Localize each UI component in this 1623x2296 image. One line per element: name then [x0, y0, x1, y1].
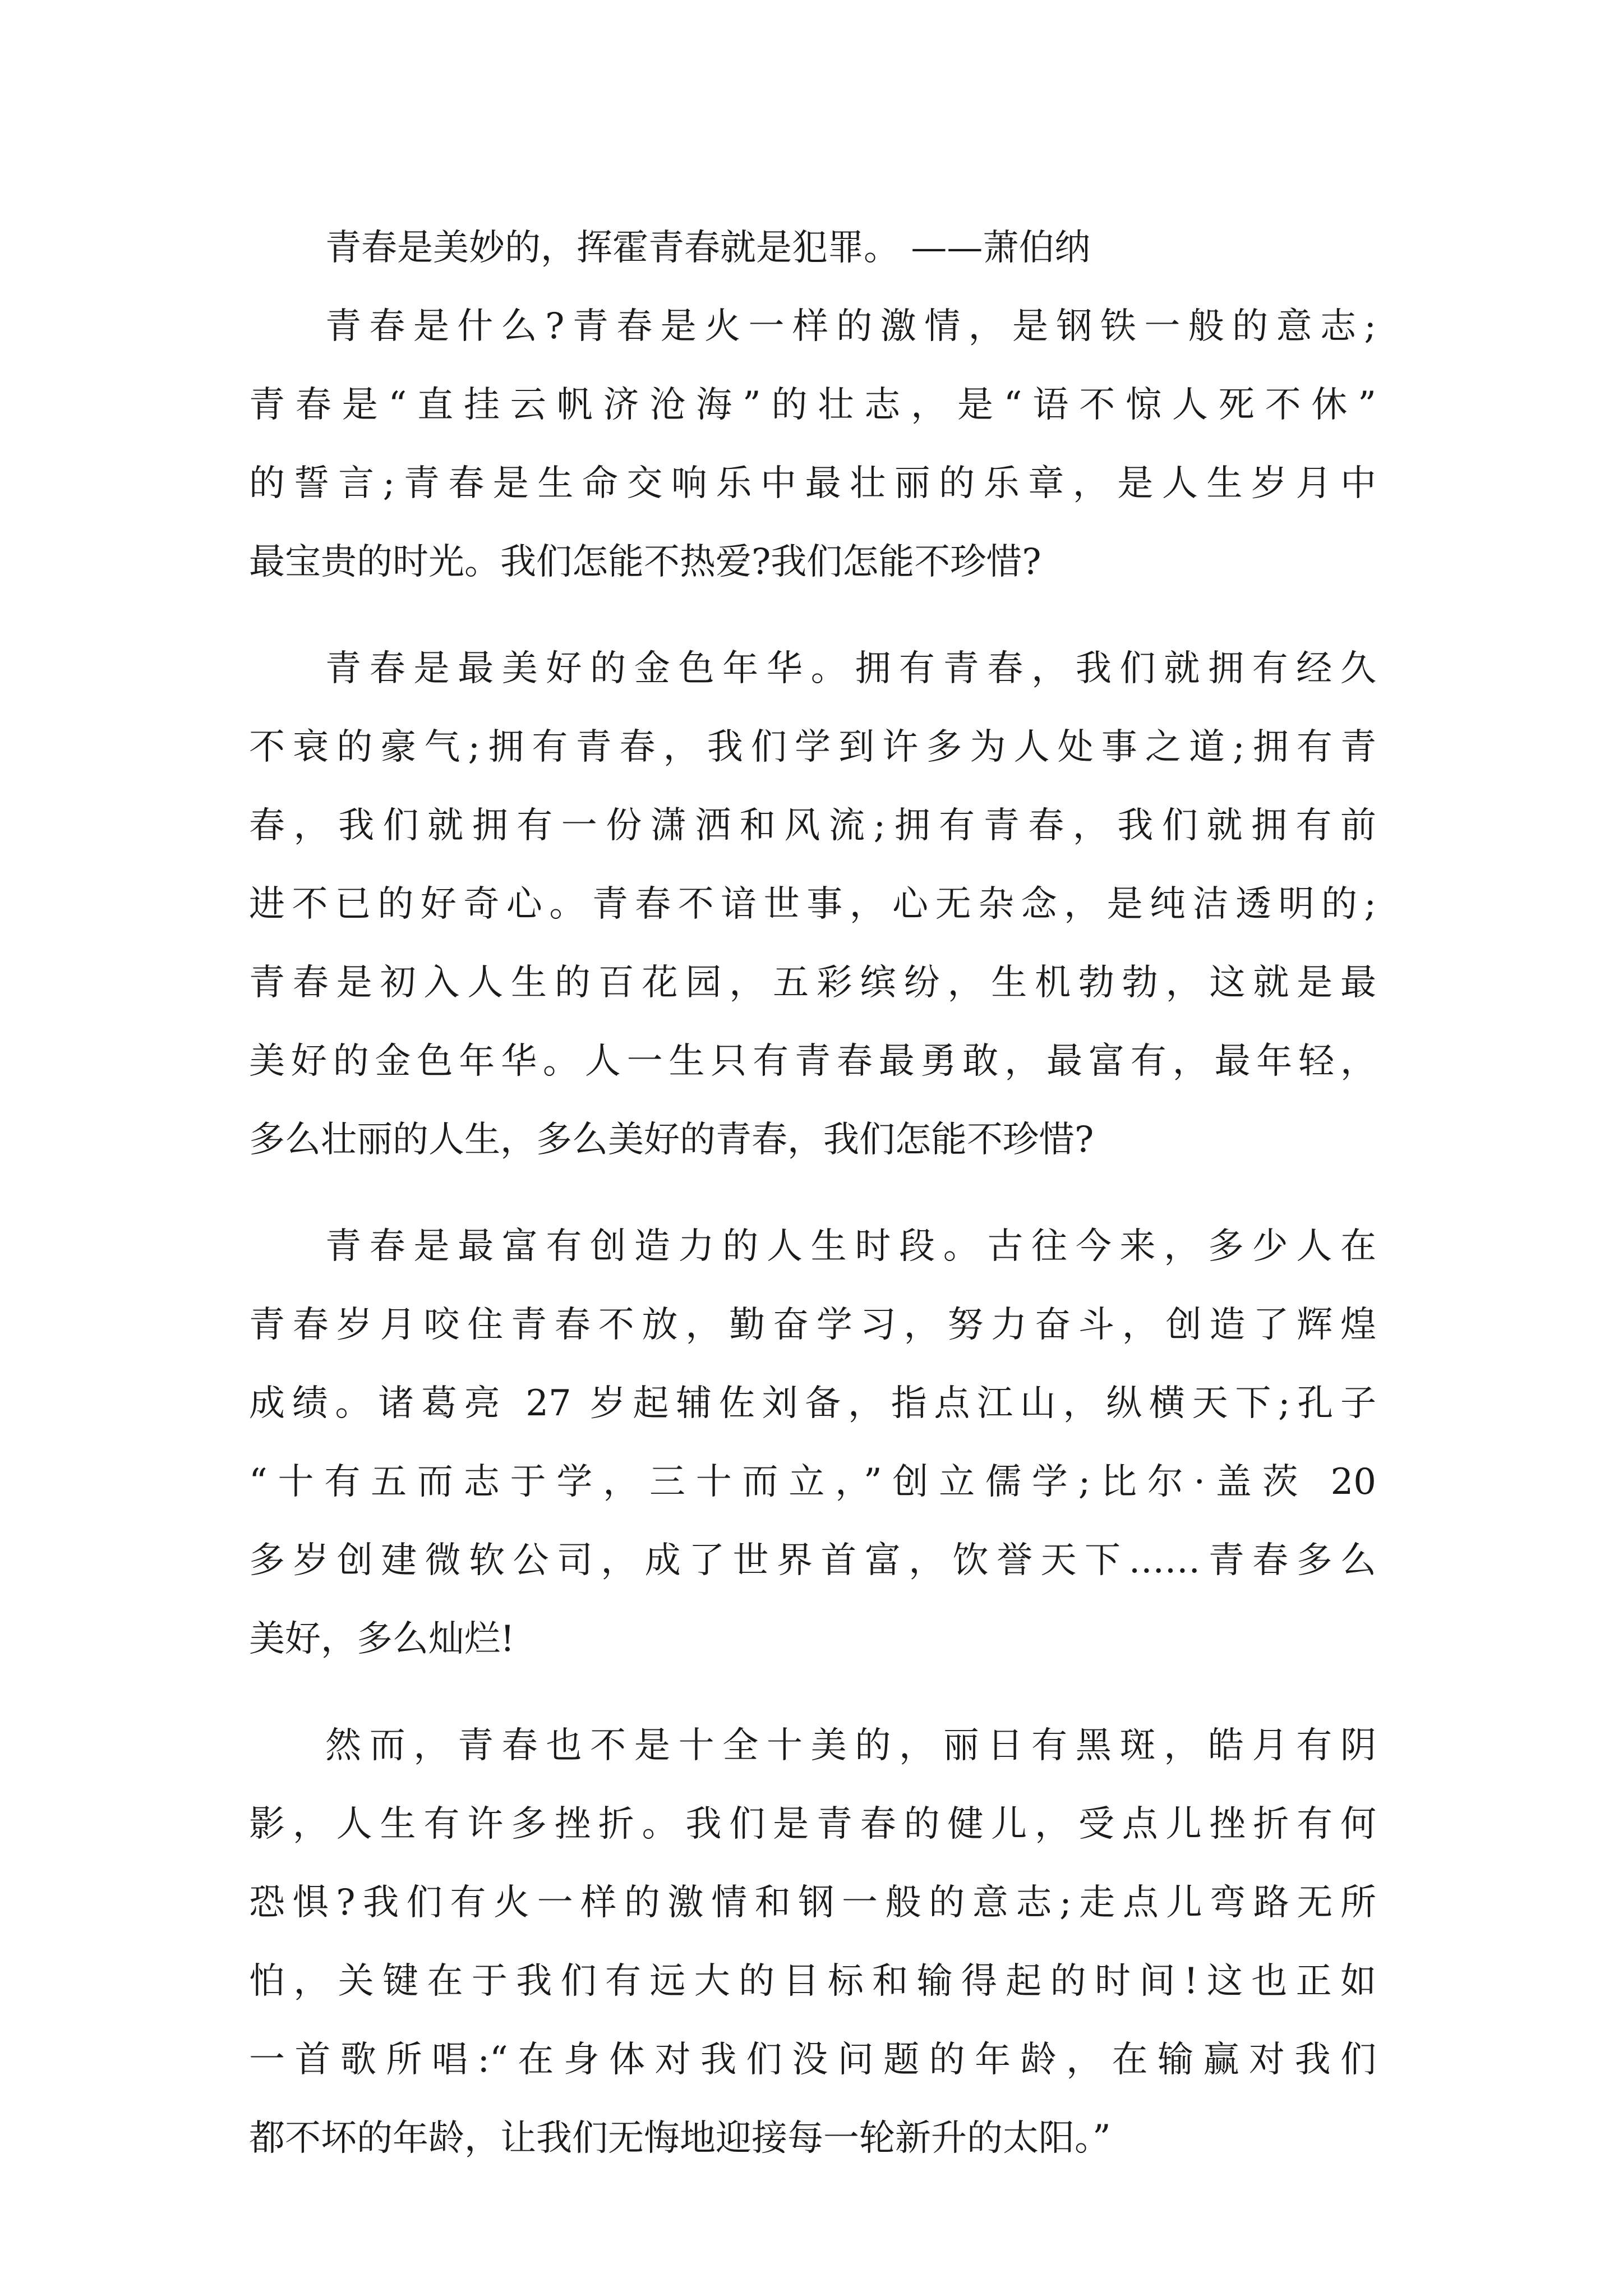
paragraph-line: 美好的金色年华。人一生只有青春最勇敢，最富有，最年轻， [249, 1041, 1376, 1082]
paragraph-line: 春，我们就拥有一份潇洒和风流;拥有青春，我们就拥有前 [249, 805, 1376, 846]
document-body [249, 209, 1376, 2178]
paragraph-3 [249, 1207, 1376, 1678]
paragraph-2 [249, 629, 1376, 1179]
paragraph-line: 成绩。诸葛亮 27 岁起辅佐刘备，指点江山，纵横天下;孔子 [249, 1383, 1376, 1424]
paragraph-spacer [249, 1678, 1376, 1706]
paragraph-1 [249, 287, 1376, 601]
paragraph-spacer [249, 601, 1376, 629]
paragraph-line: 都不坏的年龄，让我们无悔地迎接每一轮新升的太阳。” [249, 2118, 1111, 2159]
paragraph-line: 多么壮丽的人生，多么美好的青春，我们怎能不珍惜? [249, 1119, 1094, 1161]
epigraph: 青春是美妙的，挥霍青春就是犯罪。 ——萧伯纳 [325, 227, 1091, 269]
paragraph-line: 青春是什么?青春是火一样的激情，是钢铁一般的意志; [325, 306, 1376, 347]
paragraph-line: 最宝贵的时光。我们怎能不热爱?我们怎能不珍惜? [249, 541, 1041, 583]
paragraph-line: 怕，关键在于我们有远大的目标和输得起的时间!这也正如 [249, 1961, 1376, 2002]
paragraph-line: 美好，多么灿烂! [249, 1618, 515, 1660]
paragraph-line: 青春是“直挂云帆济沧海”的壮志，是“语不惊人死不休” [249, 384, 1376, 426]
paragraph-line: 青春是最富有创造力的人生时段。古往今来，多少人在 [325, 1226, 1376, 1267]
paragraph-line: 一首歌所唱:“在身体对我们没问题的年龄，在输赢对我们 [249, 2039, 1376, 2081]
paragraph-line: 不衰的豪气;拥有青春，我们学到许多为人处事之道;拥有青 [249, 726, 1376, 768]
paragraph-line: 恐惧?我们有火一样的激情和钢一般的意志;走点儿弯路无所 [249, 1882, 1376, 1924]
paragraph-4 [249, 1706, 1376, 2178]
paragraph-line: 多岁创建微软公司，成了世界首富，饮誉天下……青春多么 [249, 1540, 1376, 1581]
paragraph-line: 青春岁月咬住青春不放，勤奋学习，努力奋斗，创造了辉煌 [249, 1304, 1376, 1346]
paragraph-line: 影，人生有许多挫折。我们是青春的健儿，受点儿挫折有何 [249, 1803, 1376, 1845]
paragraph-line: 青春是最美好的金色年华。拥有青春，我们就拥有经久 [325, 648, 1376, 689]
paragraph-line: 进不已的好奇心。青春不谙世事，心无杂念，是纯洁透明的; [249, 884, 1376, 925]
paragraph-line: “十有五而志于学，三十而立，”创立儒学;比尔·盖茨 20 [249, 1461, 1376, 1503]
paragraph-line: 然而，青春也不是十全十美的，丽日有黑斑，皓月有阴 [325, 1725, 1376, 1766]
paragraph-spacer [249, 1179, 1376, 1207]
paragraph-line: 的誓言;青春是生命交响乐中最壮丽的乐章，是人生岁月中 [249, 463, 1376, 504]
paragraph-line: 青春是初入人生的百花园，五彩缤纷，生机勃勃，这就是最 [249, 962, 1376, 1004]
